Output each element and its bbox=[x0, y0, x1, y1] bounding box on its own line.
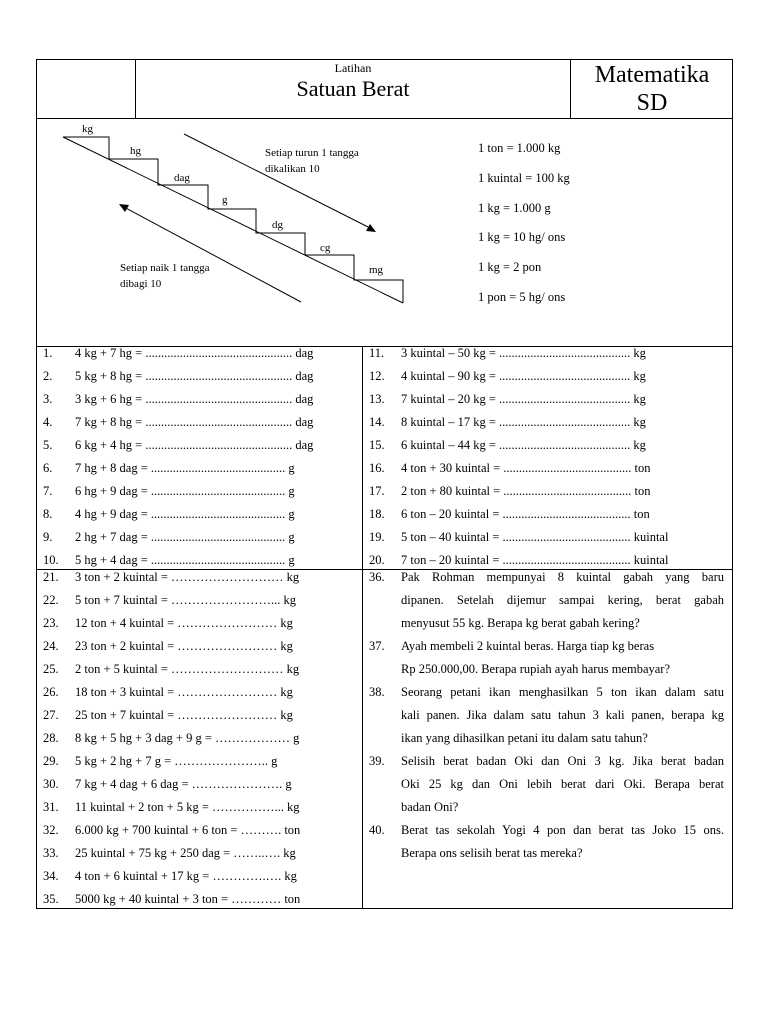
question-12: 12. 4 kuintal – 90 kg = .......................................... kg bbox=[369, 369, 646, 383]
question-7: 7. 6 hg + 9 dag = ........................................... g bbox=[43, 484, 295, 498]
question-16: 16. 4 ton + 30 kuintal = ......................................... ton bbox=[369, 461, 651, 475]
question-28: 28. 8 kg + 5 hg + 3 dag + 9 g = ……………… g bbox=[43, 731, 300, 745]
step-label-hg: hg bbox=[130, 145, 141, 157]
question-17: 17. 2 ton + 80 kuintal = ......................................... ton bbox=[369, 484, 651, 498]
question-13: 13. 7 kuintal – 20 kg = .......................................... kg bbox=[369, 392, 646, 406]
step-label-cg: cg bbox=[320, 242, 331, 254]
question-9: 9. 2 hg + 7 dag = ........................................... g bbox=[43, 530, 295, 544]
conversion-3: 1 kg = 1.000 g bbox=[478, 201, 551, 215]
step-label-dag: dag bbox=[174, 172, 190, 184]
question-15: 15. 6 kuintal – 44 kg = .......................................... kg bbox=[369, 438, 646, 452]
ladder-diagonal bbox=[63, 137, 403, 303]
question-19: 19. 5 ton – 40 kuintal = ......................................... kuintal bbox=[369, 530, 669, 544]
question-29: 29. 5 kg + 2 hg + 7 g = ………………….. g bbox=[43, 754, 278, 768]
question-20: 20. 7 ton – 20 kuintal = ......................................... kuintal bbox=[369, 553, 669, 567]
unit-ladder-diagram bbox=[36, 118, 436, 346]
question-22: 22. 5 ton + 7 kuintal = ……………………... kg bbox=[43, 593, 297, 607]
question-18: 18. 6 ton – 20 kuintal = ......................................... ton bbox=[369, 507, 650, 521]
question-2: 2. 5 kg + 8 hg = ............................................... dag bbox=[43, 369, 314, 383]
up-arrow-label-2: dibagi 10 bbox=[120, 278, 162, 290]
question-34: 34. 4 ton + 6 kuintal + 17 kg = ………….…. kg bbox=[43, 869, 297, 883]
question-14: 14. 8 kuintal – 17 kg = .......................................... kg bbox=[369, 415, 646, 429]
question-24: 24. 23 ton + 2 kuintal = …………………… kg bbox=[43, 639, 293, 653]
conversion-5: 1 kg = 2 pon bbox=[478, 260, 542, 274]
question-21: 21. 3 ton + 2 kuintal = ……………………… kg bbox=[43, 570, 300, 584]
question-27: 27. 25 ton + 7 kuintal = …………………… kg bbox=[43, 708, 293, 722]
question-33: 33. 25 kuintal + 75 kg + 250 dag = ……..…. kg bbox=[43, 846, 296, 860]
conversion-1: 1 ton = 1.000 kg bbox=[478, 141, 561, 155]
up-arrow-head bbox=[119, 204, 129, 212]
question-31: 31. 11 kuintal + 2 ton + 5 kg = ……………... kg bbox=[43, 800, 300, 814]
question-10: 10. 5 hg + 4 dag = ........................................... g bbox=[43, 553, 295, 567]
question-23: 23. 12 ton + 4 kuintal = …………………… kg bbox=[43, 616, 293, 630]
subject-line-2: SD bbox=[636, 90, 668, 116]
question-35: 35. 5000 kg + 40 kuintal + 3 ton = ………… ton bbox=[43, 892, 301, 906]
question-26: 26. 18 ton + 3 kuintal = …………………… kg bbox=[43, 685, 293, 699]
question-3: 3. 3 kg + 6 hg = ............................................... dag bbox=[43, 392, 314, 406]
page-title: Satuan Berat bbox=[296, 76, 410, 101]
subject-line-1: Matematika bbox=[594, 62, 710, 88]
step-label-mg: mg bbox=[369, 264, 384, 276]
section-a-divider bbox=[362, 346, 363, 909]
question-4: 4. 7 kg + 8 hg = ............................................... dag bbox=[43, 415, 314, 429]
conversion-6: 1 pon = 5 hg/ ons bbox=[478, 290, 566, 304]
question-6: 6. 7 hg + 8 dag = ........................................... g bbox=[43, 461, 295, 475]
question-5: 5. 6 kg + 4 hg = ............................................... dag bbox=[43, 438, 314, 452]
question-11: 11. 3 kuintal – 50 kg = .......................................... kg bbox=[369, 346, 646, 360]
step-label-dg: dg bbox=[272, 219, 283, 231]
down-arrow-head bbox=[366, 224, 376, 232]
question-1: 1. 4 kg + 7 hg = ............................................... dag bbox=[43, 346, 314, 360]
header-subtitle: Latihan bbox=[334, 61, 372, 75]
conversion-2: 1 kuintal = 100 kg bbox=[478, 171, 570, 185]
step-label-kg: kg bbox=[82, 123, 93, 135]
question-32: 32. 6.000 kg + 700 kuintal + 6 ton = ………. ton bbox=[43, 823, 301, 837]
question-30: 30. 7 kg + 4 dag + 6 dag = …………………. g bbox=[43, 777, 292, 791]
step-label-g: g bbox=[222, 194, 228, 206]
question-25: 25. 2 ton + 5 kuintal = ……………………… kg bbox=[43, 662, 300, 676]
down-arrow-label-2: dikalikan 10 bbox=[265, 163, 320, 175]
conversion-4: 1 kg = 10 hg/ ons bbox=[478, 230, 566, 244]
up-arrow-label-1: Setiap naik 1 tangga bbox=[120, 262, 210, 274]
question-8: 8. 4 hg + 9 dag = ........................................... g bbox=[43, 507, 295, 521]
down-arrow-label-1: Setiap turun 1 tangga bbox=[265, 147, 359, 159]
